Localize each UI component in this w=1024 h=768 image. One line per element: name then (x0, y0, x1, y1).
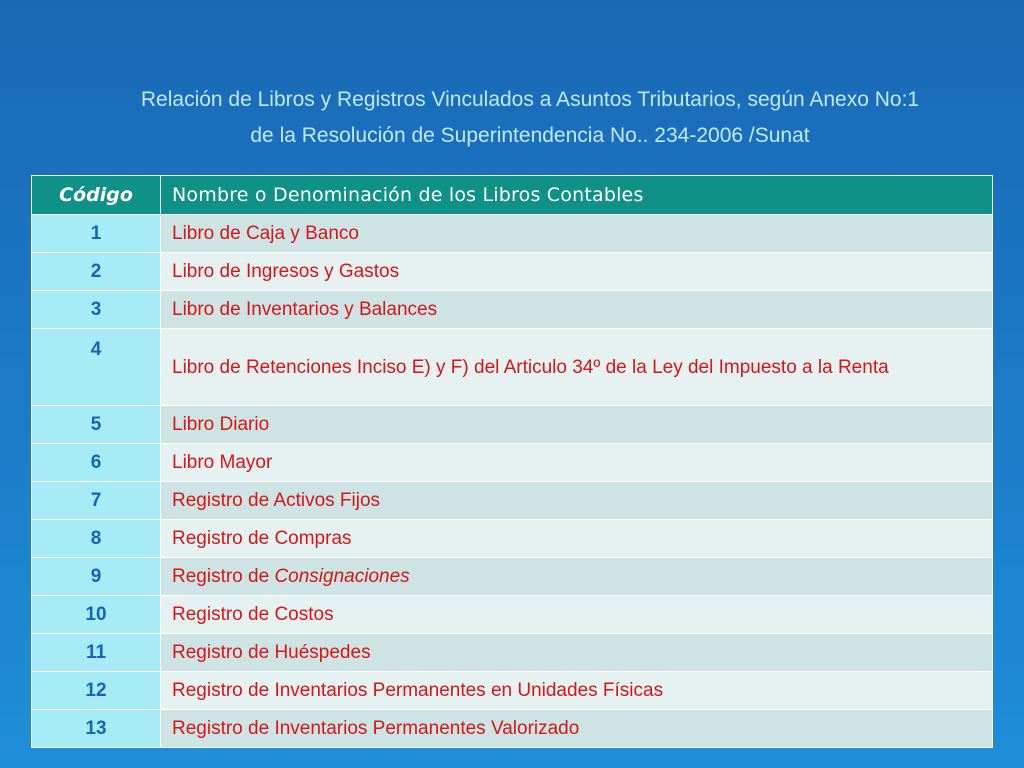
row-name-prefix: Registro de (172, 566, 275, 587)
table-row (32, 329, 993, 406)
row-code: 6 (32, 444, 161, 482)
table-row (32, 710, 993, 748)
slide-title (40, 82, 1020, 154)
row-name: Libro de Inventarios y Balances (161, 291, 993, 329)
title-line-1: Relación de Libros y Registros Vinculados a Asuntos Tributarios, según Anexo No:1 (140, 88, 920, 111)
row-code: 4 (32, 329, 161, 406)
row-name: Registro de Activos Fijos (161, 482, 993, 520)
row-code: 5 (32, 406, 161, 444)
table-row (32, 291, 993, 329)
table-row (32, 444, 993, 482)
row-name: Libro Mayor (161, 444, 993, 482)
row-code: 7 (32, 482, 161, 520)
row-name: Libro Diario (161, 406, 993, 444)
header-name: Nombre o Denominación de los Libros Contables (161, 176, 993, 215)
row-code: 12 (32, 672, 161, 710)
row-name: Registro de Costos (161, 596, 993, 634)
row-code: 13 (32, 710, 161, 748)
header-code: Código (32, 176, 161, 215)
row-code: 2 (32, 253, 161, 291)
title-line-2: de la Resolución de Superintendencia No.. 234-2006 /Sunat (250, 124, 810, 147)
table-row (32, 672, 993, 710)
row-code: 11 (32, 634, 161, 672)
row-code: 1 (32, 215, 161, 253)
table-row (32, 520, 993, 558)
table-row (32, 634, 993, 672)
table-row (32, 596, 993, 634)
row-name (161, 558, 993, 596)
row-name: Registro de Compras (161, 520, 993, 558)
books-table (31, 175, 993, 748)
row-code: 10 (32, 596, 161, 634)
row-name: Libro de Ingresos y Gastos (161, 253, 993, 291)
row-code: 8 (32, 520, 161, 558)
row-name: Libro de Retenciones Inciso E) y F) del Articulo 34º de la Ley del Impuesto a la Renta (161, 329, 993, 406)
table-row (32, 406, 993, 444)
table-row (32, 215, 993, 253)
row-name: Registro de Inventarios Permanentes en Unidades Físicas (161, 672, 993, 710)
table-row (32, 558, 993, 596)
row-name-italic: Consignaciones (274, 566, 410, 587)
table-row (32, 482, 993, 520)
row-code: 9 (32, 558, 161, 596)
row-name: Registro de Inventarios Permanentes Valorizado (161, 710, 993, 748)
table-row (32, 253, 993, 291)
row-code: 3 (32, 291, 161, 329)
table-header-row (32, 176, 993, 215)
row-name: Registro de Huéspedes (161, 634, 993, 672)
row-name: Libro de Caja y Banco (161, 215, 993, 253)
